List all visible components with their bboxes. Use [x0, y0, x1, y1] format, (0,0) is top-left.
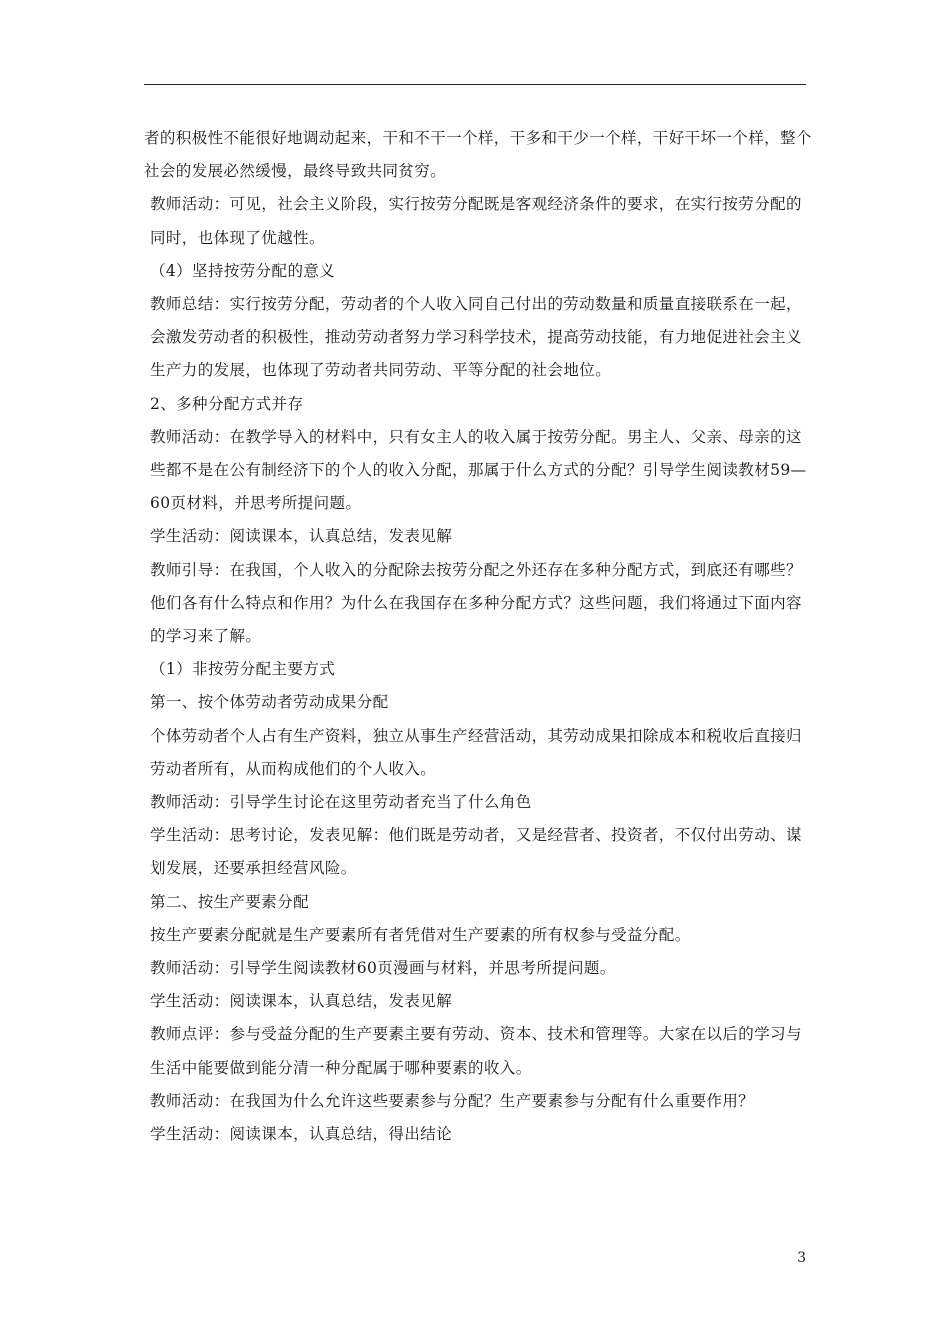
paragraph: 教师活动：在教学导入的材料中，只有女主人的收入属于按劳分配。男主人、父亲、母亲的这些都不是在公有制经济下的个人的收入分配，那属于什么方式的分配？引导学生阅读教材59—60页材料，并思考所提问题。	[150, 427, 807, 513]
paragraph: 教师活动：引导学生阅读教材60页漫画与材料，并思考所提问题。	[150, 959, 616, 978]
paragraph: 按生产要素分配就是生产要素所有者凭借对生产要素的所有权参与受益分配。	[150, 925, 691, 944]
paragraph: 教师活动：引导学生讨论在这里劳动者充当了什么角色	[150, 793, 532, 812]
paragraph: 教师总结：实行按劳分配，劳动者的个人收入同自己付出的劳动数量和质量直接联系在一起，会激发劳动者的积极性，推动劳动者努力学习科学技术，提高劳动技能，有力地促进社会主义生产力的发展，也体现了劳动者共同劳动、平等分配的社会地位。	[150, 295, 802, 380]
subheading: 第一、按个体劳动者劳动成果分配	[150, 693, 389, 712]
paragraph: 教师引导：在我国，个人收入的分配除去按劳分配之外还存在多种分配方式，到底还有哪些？他们各有什么特点和作用？为什么在我国存在多种分配方式？这些问题，我们将通过下面内容的学习来了解。	[150, 560, 802, 646]
section-heading: 2、多种分配方式并存	[150, 394, 304, 413]
paragraph: 个体劳动者个人占有生产资料，独立从事生产经营活动，其劳动成果扣除成本和税收后直接归劳动者所有，从而构成他们的个人收入。	[150, 726, 802, 778]
paragraph: 教师点评：参与受益分配的生产要素主要有劳动、资本、技术和管理等。大家在以后的学习与生活中能要做到能分清一种分配属于哪种要素的收入。	[150, 1025, 802, 1077]
section-heading: （4）坚持按劳分配的意义	[150, 261, 336, 280]
paragraph: 者的积极性不能很好地调动起来，干和不干一个样，干多和干少一个样，干好干坏一个样，整个社会的发展必然缓慢，最终导致共同贫穷。	[144, 129, 812, 181]
paragraph: 教师活动：可见，社会主义阶段，实行按劳分配既是客观经济条件的要求，在实行按劳分配的同时，也体现了优越性。	[150, 195, 802, 247]
paragraph: 学生活动：阅读课本，认真总结，发表见解	[150, 527, 453, 546]
paragraph: 学生活动：思考讨论，发表见解：他们既是劳动者，又是经营者、投资者，不仅付出劳动、谋划发展，还要承担经营风险。	[150, 826, 802, 878]
document-body	[144, 122, 812, 1151]
page-number: 3	[797, 1250, 806, 1266]
paragraph: 教师活动：在我国为什么允许这些要素参与分配？生产要素参与分配有什么重要作用？	[150, 1091, 755, 1110]
paragraph: 学生活动：阅读课本，认真总结，得出结论	[150, 1125, 453, 1144]
paragraph: 学生活动：阅读课本，认真总结，发表见解	[150, 992, 453, 1011]
section-heading: （1）非按劳分配主要方式	[150, 660, 336, 679]
header-rule	[144, 84, 806, 85]
subheading: 第二、按生产要素分配	[150, 892, 310, 911]
